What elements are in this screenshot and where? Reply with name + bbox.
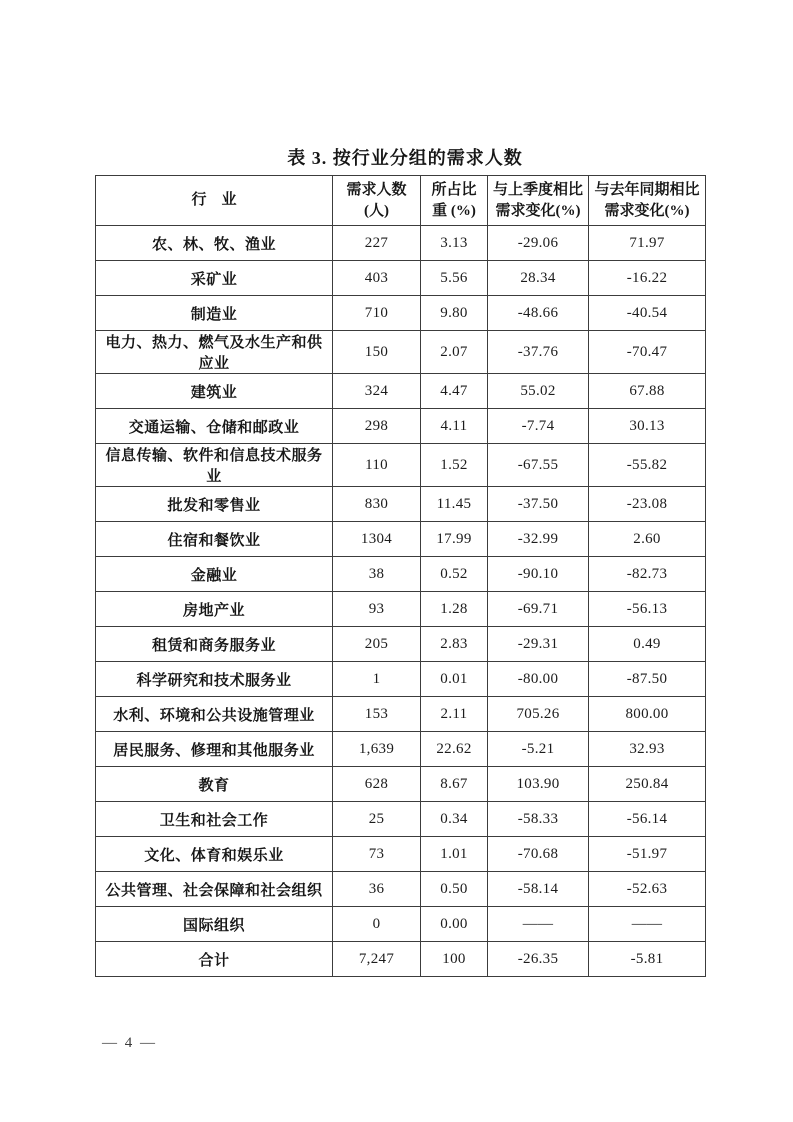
demand-cell: 710 xyxy=(333,296,421,331)
share-cell: 1.28 xyxy=(421,592,488,627)
qoq-change-cell: -90.10 xyxy=(488,557,589,592)
yoy-change-cell: 0.49 xyxy=(589,627,706,662)
table-row xyxy=(96,767,706,802)
header-share xyxy=(421,176,488,226)
qoq-change-cell: -7.74 xyxy=(488,409,589,444)
table-row xyxy=(96,732,706,767)
industry-cell: 制造业 xyxy=(96,296,333,331)
qoq-change-cell: -67.55 xyxy=(488,444,589,487)
industry-cell: 公共管理、社会保障和社会组织 xyxy=(96,872,333,907)
qoq-change-cell: —— xyxy=(488,907,589,942)
yoy-change-cell: -56.14 xyxy=(589,802,706,837)
yoy-change-cell: 30.13 xyxy=(589,409,706,444)
yoy-change-cell: 71.97 xyxy=(589,226,706,261)
header-qoq-line1: 与上季度相比 xyxy=(492,182,583,199)
table-row xyxy=(96,374,706,409)
share-cell: 2.07 xyxy=(421,331,488,374)
industry-cell: 合计 xyxy=(96,942,333,977)
demand-cell: 227 xyxy=(333,226,421,261)
table-row xyxy=(96,409,706,444)
qoq-change-cell: -70.68 xyxy=(488,837,589,872)
qoq-change-cell: -58.14 xyxy=(488,872,589,907)
table-row xyxy=(96,331,706,374)
table-row xyxy=(96,662,706,697)
table-row xyxy=(96,261,706,296)
yoy-change-cell: -56.13 xyxy=(589,592,706,627)
table-row xyxy=(96,802,706,837)
table-row xyxy=(96,226,706,261)
header-demand xyxy=(333,176,421,226)
share-cell: 1.52 xyxy=(421,444,488,487)
industry-cell: 批发和零售业 xyxy=(96,487,333,522)
header-yoy-line1: 与去年同期相比 xyxy=(594,182,700,199)
share-cell: 0.01 xyxy=(421,662,488,697)
industry-cell: 信息传输、软件和信息技术服务业 xyxy=(96,444,333,487)
yoy-change-cell: -23.08 xyxy=(589,487,706,522)
industry-cell: 文化、体育和娱乐业 xyxy=(96,837,333,872)
yoy-change-cell: -82.73 xyxy=(589,557,706,592)
header-yoy-change xyxy=(589,176,706,226)
qoq-change-cell: 28.34 xyxy=(488,261,589,296)
qoq-change-cell: 103.90 xyxy=(488,767,589,802)
table-header-row xyxy=(96,176,706,226)
industry-cell: 交通运输、仓储和邮政业 xyxy=(96,409,333,444)
yoy-change-cell: 2.60 xyxy=(589,522,706,557)
yoy-change-cell: -55.82 xyxy=(589,444,706,487)
header-share-line2: 重 (%) xyxy=(432,202,476,219)
industry-cell: 建筑业 xyxy=(96,374,333,409)
industry-cell: 住宿和餐饮业 xyxy=(96,522,333,557)
yoy-change-cell: 800.00 xyxy=(589,697,706,732)
table-row xyxy=(96,697,706,732)
share-cell: 0.52 xyxy=(421,557,488,592)
qoq-change-cell: -29.06 xyxy=(488,226,589,261)
demand-cell: 324 xyxy=(333,374,421,409)
table-row xyxy=(96,557,706,592)
demand-cell: 153 xyxy=(333,697,421,732)
qoq-change-cell: -32.99 xyxy=(488,522,589,557)
share-cell: 5.56 xyxy=(421,261,488,296)
share-cell: 22.62 xyxy=(421,732,488,767)
share-cell: 4.11 xyxy=(421,409,488,444)
yoy-change-cell: -40.54 xyxy=(589,296,706,331)
share-cell: 0.00 xyxy=(421,907,488,942)
page-title: 表 3. 按行业分组的需求人数 xyxy=(287,148,523,168)
share-cell: 2.83 xyxy=(421,627,488,662)
demand-cell: 36 xyxy=(333,872,421,907)
industry-cell: 国际组织 xyxy=(96,907,333,942)
table-row xyxy=(96,592,706,627)
industry-cell: 租赁和商务服务业 xyxy=(96,627,333,662)
header-qoq-change xyxy=(488,176,589,226)
table-row xyxy=(96,522,706,557)
header-demand-line2: (人) xyxy=(364,202,389,219)
demand-cell: 93 xyxy=(333,592,421,627)
demand-cell: 25 xyxy=(333,802,421,837)
share-cell: 3.13 xyxy=(421,226,488,261)
header-qoq-line2: 需求变化(%) xyxy=(495,202,581,219)
qoq-change-cell: -37.76 xyxy=(488,331,589,374)
yoy-change-cell: 67.88 xyxy=(589,374,706,409)
qoq-change-cell: 705.26 xyxy=(488,697,589,732)
industry-cell: 农、林、牧、渔业 xyxy=(96,226,333,261)
table-row xyxy=(96,942,706,977)
share-cell: 4.47 xyxy=(421,374,488,409)
industry-cell: 采矿业 xyxy=(96,261,333,296)
industry-cell: 电力、热力、燃气及水生产和供应业 xyxy=(96,331,333,374)
demand-cell: 73 xyxy=(333,837,421,872)
table-row xyxy=(96,907,706,942)
qoq-change-cell: -69.71 xyxy=(488,592,589,627)
industry-cell: 水利、环境和公共设施管理业 xyxy=(96,697,333,732)
demand-cell: 1304 xyxy=(333,522,421,557)
qoq-change-cell: -48.66 xyxy=(488,296,589,331)
demand-cell: 830 xyxy=(333,487,421,522)
qoq-change-cell: -5.21 xyxy=(488,732,589,767)
table-row xyxy=(96,837,706,872)
table-row xyxy=(96,296,706,331)
table-row xyxy=(96,487,706,522)
demand-cell: 628 xyxy=(333,767,421,802)
yoy-change-cell: -51.97 xyxy=(589,837,706,872)
share-cell: 9.80 xyxy=(421,296,488,331)
demand-cell: 150 xyxy=(333,331,421,374)
yoy-change-cell: -16.22 xyxy=(589,261,706,296)
demand-cell: 1 xyxy=(333,662,421,697)
industry-cell: 卫生和社会工作 xyxy=(96,802,333,837)
demand-cell: 38 xyxy=(333,557,421,592)
qoq-change-cell: -80.00 xyxy=(488,662,589,697)
industry-demand-table xyxy=(95,175,706,977)
share-cell: 8.67 xyxy=(421,767,488,802)
demand-cell: 7,247 xyxy=(333,942,421,977)
demand-cell: 403 xyxy=(333,261,421,296)
industry-cell: 居民服务、修理和其他服务业 xyxy=(96,732,333,767)
yoy-change-cell: —— xyxy=(589,907,706,942)
qoq-change-cell: 55.02 xyxy=(488,374,589,409)
yoy-change-cell: -52.63 xyxy=(589,872,706,907)
yoy-change-cell: 32.93 xyxy=(589,732,706,767)
demand-cell: 110 xyxy=(333,444,421,487)
share-cell: 100 xyxy=(421,942,488,977)
header-industry-label: 行 业 xyxy=(191,192,237,209)
qoq-change-cell: -29.31 xyxy=(488,627,589,662)
qoq-change-cell: -37.50 xyxy=(488,487,589,522)
table-row xyxy=(96,444,706,487)
table-body xyxy=(96,226,706,977)
demand-cell: 1,639 xyxy=(333,732,421,767)
industry-cell: 科学研究和技术服务业 xyxy=(96,662,333,697)
share-cell: 2.11 xyxy=(421,697,488,732)
share-cell: 1.01 xyxy=(421,837,488,872)
qoq-change-cell: -58.33 xyxy=(488,802,589,837)
demand-cell: 205 xyxy=(333,627,421,662)
qoq-change-cell: -26.35 xyxy=(488,942,589,977)
yoy-change-cell: -70.47 xyxy=(589,331,706,374)
table-row xyxy=(96,872,706,907)
header-yoy-line2: 需求变化(%) xyxy=(604,202,690,219)
header-share-line1: 所占比 xyxy=(431,182,477,199)
industry-cell: 房地产业 xyxy=(96,592,333,627)
yoy-change-cell: -87.50 xyxy=(589,662,706,697)
industry-cell: 教育 xyxy=(96,767,333,802)
page-number: — 4 — xyxy=(102,1035,157,1051)
industry-cell: 金融业 xyxy=(96,557,333,592)
share-cell: 0.34 xyxy=(421,802,488,837)
yoy-change-cell: 250.84 xyxy=(589,767,706,802)
share-cell: 17.99 xyxy=(421,522,488,557)
share-cell: 0.50 xyxy=(421,872,488,907)
share-cell: 11.45 xyxy=(421,487,488,522)
header-industry xyxy=(96,176,333,226)
header-demand-line1: 需求人数 xyxy=(346,182,407,199)
table-row xyxy=(96,627,706,662)
demand-cell: 0 xyxy=(333,907,421,942)
demand-cell: 298 xyxy=(333,409,421,444)
yoy-change-cell: -5.81 xyxy=(589,942,706,977)
